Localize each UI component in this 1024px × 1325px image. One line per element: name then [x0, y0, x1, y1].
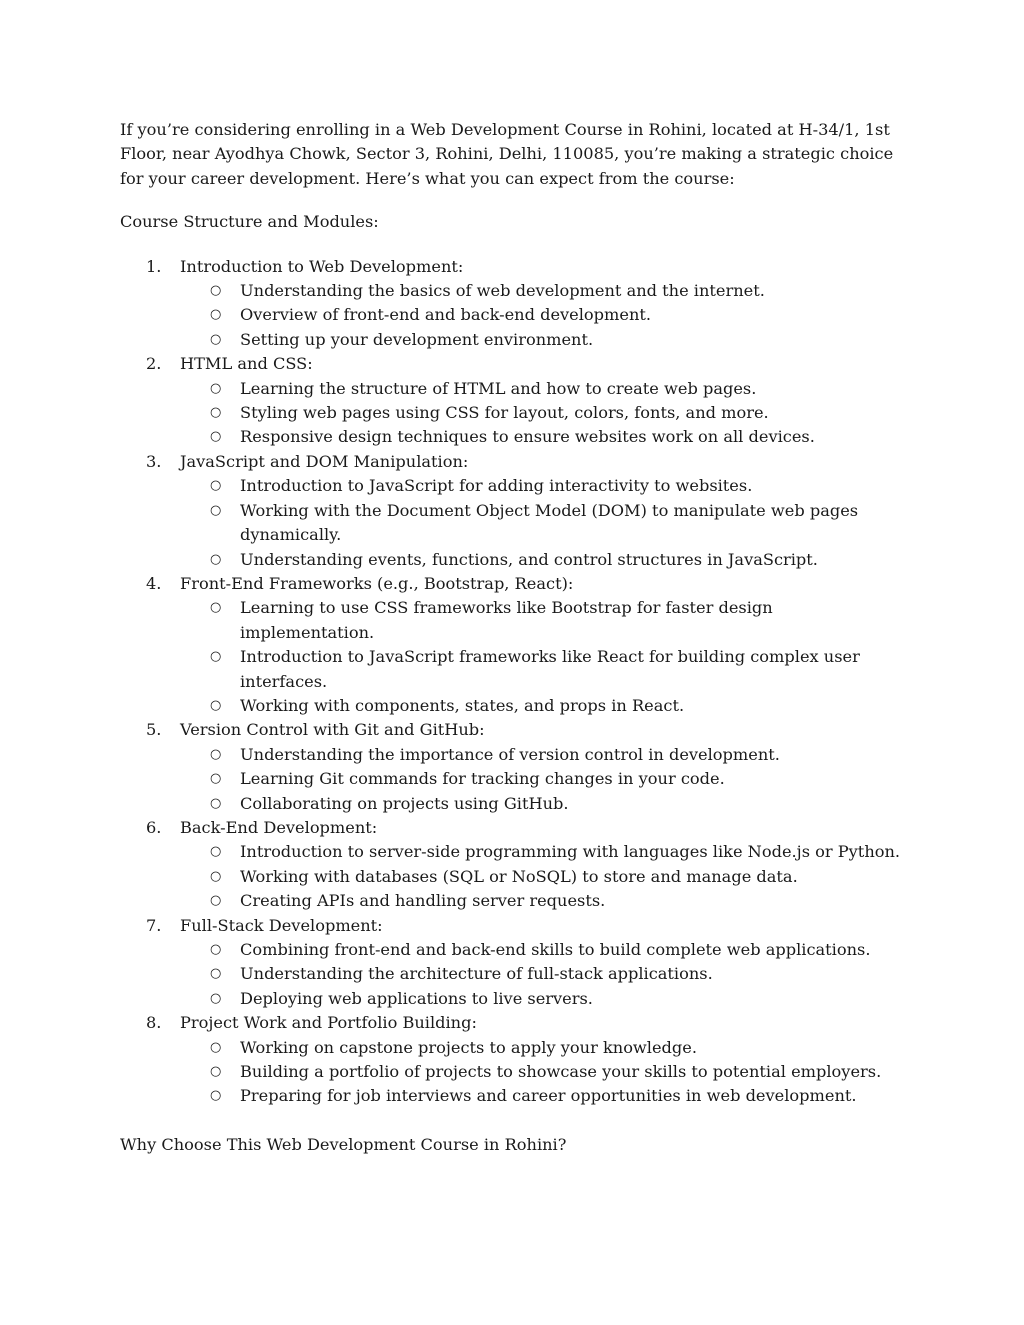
list-item — [180, 1060, 910, 1084]
module-points — [180, 596, 910, 718]
point-text: Collaborating on projects using GitHub. — [240, 793, 569, 813]
list-item — [180, 474, 910, 498]
module-number: 6. — [146, 817, 162, 837]
circle-bullet-icon: ○ — [210, 502, 222, 518]
list-item — [180, 1036, 910, 1060]
module-number: 7. — [146, 915, 162, 935]
module-title: Version Control with Git and GitHub: — [180, 720, 485, 740]
point-text: Creating APIs and handling server requests. — [240, 891, 606, 911]
list-item — [180, 865, 910, 889]
module-points — [180, 743, 910, 816]
point-text: Deploying web applications to live servers. — [240, 988, 593, 1008]
list-item — [180, 328, 910, 352]
circle-bullet-icon: ○ — [210, 380, 222, 396]
module-number: 2. — [146, 354, 162, 374]
point-text: Understanding events, functions, and control structures in JavaScript. — [240, 549, 818, 569]
point-text: Understanding the basics of web development and the internet. — [240, 281, 765, 301]
module-title: Front-End Frameworks (e.g., Bootstrap, React): — [180, 573, 574, 593]
closing-heading: Why Choose This Web Development Course in Rohini? — [120, 1134, 567, 1154]
list-item — [180, 792, 910, 816]
list-item — [180, 645, 910, 694]
module-item — [120, 914, 910, 1012]
module-item — [120, 572, 910, 718]
circle-bullet-icon: ○ — [210, 697, 222, 713]
circle-bullet-icon: ○ — [210, 1064, 222, 1080]
point-text: Working with the Document Object Model (DOM) to manipulate web pages dynamically. — [240, 500, 859, 545]
module-item — [120, 255, 910, 353]
point-text: Styling web pages using CSS for layout, colors, fonts, and more. — [240, 403, 769, 423]
list-item — [180, 596, 910, 645]
section-heading: Course Structure and Modules: — [120, 212, 379, 232]
circle-bullet-icon: ○ — [210, 868, 222, 884]
circle-bullet-icon: ○ — [210, 893, 222, 909]
module-points — [180, 474, 910, 572]
point-text: Building a portfolio of projects to showcase your skills to potential employers. — [240, 1062, 882, 1082]
point-text: Understanding the importance of version control in development. — [240, 744, 780, 764]
point-text: Working with components, states, and props in React. — [240, 695, 685, 715]
list-item — [180, 694, 910, 718]
point-text: Introduction to server-side programming with languages like Node.js or Python. — [240, 842, 901, 862]
list-item — [180, 401, 910, 425]
module-points — [180, 840, 910, 913]
point-text: Working with databases (SQL or NoSQL) to store and manage data. — [240, 866, 798, 886]
circle-bullet-icon: ○ — [210, 307, 222, 323]
point-text: Working on capstone projects to apply your knowledge. — [240, 1037, 697, 1057]
circle-bullet-icon: ○ — [210, 478, 222, 494]
point-text: Learning to use CSS frameworks like Bootstrap for faster design implementation. — [240, 598, 773, 642]
circle-bullet-icon: ○ — [210, 331, 222, 347]
circle-bullet-icon: ○ — [210, 966, 222, 982]
list-item — [180, 889, 910, 913]
circle-bullet-icon: ○ — [210, 942, 222, 957]
point-text: Setting up your development environment. — [240, 329, 594, 349]
intro-paragraph: If you’re considering enrolling in a Web Development Course in Rohini, located at H-34/1, 1st Floor, near Ayodhya Chowk, Sector 3, Rohini, Delhi, 110085, you’re making a strategic choice for your career development. Here’s what you can expect from the course: — [120, 120, 894, 188]
circle-bullet-icon: ○ — [210, 795, 222, 811]
modules-list — [120, 255, 910, 1109]
point-text: Introduction to JavaScript frameworks like React for building complex user interfaces. — [240, 647, 860, 691]
list-item — [180, 767, 910, 791]
point-text: Learning Git commands for tracking changes in your code. — [240, 769, 725, 789]
circle-bullet-icon: ○ — [210, 771, 222, 787]
circle-bullet-icon: ○ — [210, 1088, 222, 1104]
module-title: Introduction to Web Development: — [180, 256, 464, 276]
module-title: Back-End Development: — [180, 817, 378, 837]
module-points — [180, 938, 910, 1011]
point-text: Introduction to JavaScript for adding interactivity to websites. — [240, 476, 753, 496]
circle-bullet-icon: ○ — [210, 844, 222, 860]
module-title: JavaScript and DOM Manipulation: — [180, 451, 469, 471]
module-item — [120, 1011, 910, 1109]
module-title: Full-Stack Development: — [180, 915, 383, 935]
circle-bullet-icon: ○ — [210, 283, 222, 299]
point-text: Overview of front-end and back-end development. — [240, 305, 652, 325]
module-title: HTML and CSS: — [180, 354, 313, 374]
list-item — [180, 425, 910, 449]
list-item — [180, 962, 910, 986]
module-number: 8. — [146, 1013, 162, 1033]
module-item — [120, 450, 910, 572]
point-text: Understanding the architecture of full-stack applications. — [240, 964, 713, 984]
module-points — [180, 377, 910, 450]
module-points — [180, 279, 910, 352]
circle-bullet-icon: ○ — [210, 429, 222, 445]
list-item — [180, 938, 910, 962]
module-item — [120, 816, 910, 914]
circle-bullet-icon: ○ — [210, 649, 222, 665]
list-item — [180, 499, 910, 548]
point-text: Combining front-end and back-end skills to build complete web applications. — [240, 940, 871, 959]
document-page — [120, 118, 910, 1157]
module-number: 4. — [146, 573, 162, 593]
module-number: 5. — [146, 720, 162, 740]
circle-bullet-icon: ○ — [210, 551, 222, 567]
circle-bullet-icon: ○ — [210, 1039, 222, 1055]
list-item — [180, 279, 910, 303]
circle-bullet-icon: ○ — [210, 600, 222, 616]
list-item — [180, 548, 910, 572]
module-number: 3. — [146, 451, 162, 471]
point-text: Learning the structure of HTML and how to create web pages. — [240, 378, 757, 398]
point-text: Responsive design techniques to ensure websites work on all devices. — [240, 427, 815, 447]
list-item — [180, 743, 910, 767]
module-item — [120, 718, 910, 816]
module-number: 1. — [146, 256, 162, 276]
circle-bullet-icon: ○ — [210, 405, 222, 421]
module-points — [180, 1036, 910, 1109]
module-item — [120, 352, 910, 450]
list-item — [180, 377, 910, 401]
list-item — [180, 303, 910, 327]
list-item — [180, 1084, 910, 1108]
list-item — [180, 987, 910, 1011]
circle-bullet-icon: ○ — [210, 990, 222, 1006]
list-item — [180, 840, 910, 864]
circle-bullet-icon: ○ — [210, 746, 222, 762]
module-title: Project Work and Portfolio Building: — [180, 1013, 477, 1033]
point-text: Preparing for job interviews and career opportunities in web development. — [240, 1086, 857, 1106]
